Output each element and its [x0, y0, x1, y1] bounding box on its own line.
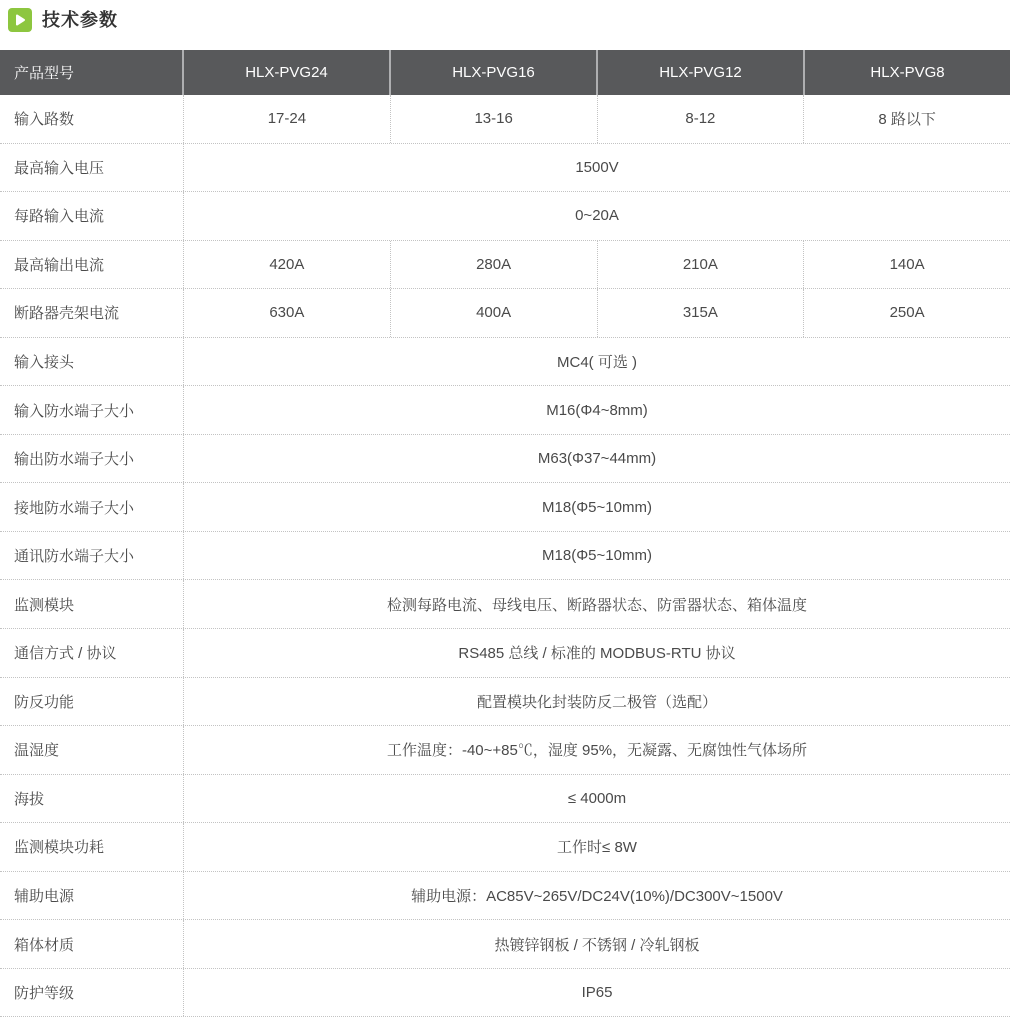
- row-label: 输入防水端子大小: [0, 386, 184, 434]
- row-value: M18(Φ5~10mm): [542, 498, 652, 516]
- row-value: 420A: [184, 241, 391, 289]
- row-value: 检测每路电流、母线电压、断路器状态、防雷器状态、箱体温度: [386, 596, 807, 614]
- table-row: [0, 969, 1010, 1018]
- row-value: M16(Φ4~8mm): [546, 401, 648, 419]
- table-row: [0, 435, 1010, 484]
- row-value: 17-24: [184, 95, 391, 143]
- table-row: [0, 775, 1010, 824]
- row-value: RS485 总线 / 标准的 MODBUS-RTU 协议: [458, 645, 736, 663]
- row-value: 315A: [598, 289, 805, 337]
- row-label: 每路输入电流: [0, 192, 184, 240]
- row-value: 630A: [184, 289, 391, 337]
- table-row: [0, 483, 1010, 532]
- row-label: 输出防水端子大小: [0, 435, 184, 483]
- row-label: 通讯防水端子大小: [0, 532, 184, 580]
- row-label: 接地防水端子大小: [0, 483, 184, 531]
- row-value: 0~20A: [575, 207, 619, 225]
- row-value: M63(Φ37~44mm): [537, 450, 657, 468]
- header-cell-model: HLX-PVG8: [870, 64, 945, 81]
- row-value: 工作温度：-40~+85℃，湿度 95%，无凝露、无腐蚀性气体场所: [386, 742, 808, 760]
- table-body: [0, 95, 1010, 1017]
- row-label: 箱体材质: [0, 920, 184, 968]
- row-value: M18(Φ5~10mm): [542, 547, 652, 565]
- row-value: 8-12: [598, 95, 805, 143]
- row-value: MC4( 可选 ): [557, 354, 637, 371]
- row-value: 配置模块化封装防反二极管（选配）: [476, 693, 717, 711]
- page-title: 技术参数: [42, 10, 118, 30]
- row-label: 最高输出电流: [0, 241, 184, 289]
- row-value: 8 路以下: [878, 111, 936, 129]
- table-row: [0, 532, 1010, 581]
- table-row: [0, 726, 1010, 775]
- row-value: 140A: [889, 255, 925, 273]
- header-cell-model: HLX-PVG16: [391, 50, 598, 95]
- play-triangle-icon: [8, 8, 32, 32]
- row-value: IP65: [581, 984, 613, 1002]
- row-label: 输入路数: [0, 95, 184, 143]
- row-label: 监测模块: [0, 580, 184, 628]
- table-row: [0, 192, 1010, 241]
- table-row: [0, 678, 1010, 727]
- section-title-bar: [0, 0, 1016, 50]
- table-row: [0, 386, 1010, 435]
- table-row: [0, 872, 1010, 921]
- row-label: 辅助电源: [0, 872, 184, 920]
- row-label: 温湿度: [0, 726, 184, 774]
- table-row: [0, 289, 1010, 338]
- row-value: 辅助电源：AC85V~265V/DC24V(10%)/DC300V~1500V: [411, 888, 783, 906]
- row-value: ≤ 4000m: [567, 789, 627, 807]
- row-value: 250A: [889, 304, 925, 322]
- row-label: 断路器壳架电流: [0, 289, 184, 337]
- spec-table: [0, 50, 1010, 1017]
- row-label: 监测模块功耗: [0, 823, 184, 871]
- table-row: [0, 580, 1010, 629]
- row-label: 防护等级: [0, 969, 184, 1017]
- row-value: 400A: [391, 289, 598, 337]
- row-value: 工作时≤ 8W: [557, 839, 637, 857]
- table-row: [0, 629, 1010, 678]
- row-value: 1500V: [575, 158, 619, 176]
- table-row: [0, 144, 1010, 193]
- header-cell-model: HLX-PVG12: [598, 50, 805, 95]
- table-row: [0, 95, 1010, 144]
- table-header-row: [0, 50, 1010, 95]
- row-value: 280A: [391, 241, 598, 289]
- table-row: [0, 338, 1010, 387]
- section-title: [8, 8, 118, 32]
- row-label: 海拔: [0, 775, 184, 823]
- row-value: 13-16: [391, 95, 598, 143]
- table-row: [0, 823, 1010, 872]
- row-label: 通信方式 / 协议: [0, 629, 184, 677]
- row-value: 热镀锌钢板 / 不锈钢 / 冷轧钢板: [494, 936, 700, 954]
- table-row: [0, 241, 1010, 290]
- header-cell-product-model: 产品型号: [0, 50, 184, 95]
- header-cell-model: HLX-PVG24: [184, 50, 391, 95]
- row-label: 最高输入电压: [0, 144, 184, 192]
- row-value: 210A: [598, 241, 805, 289]
- row-label: 输入接头: [0, 338, 184, 386]
- table-row: [0, 920, 1010, 969]
- row-label: 防反功能: [0, 678, 184, 726]
